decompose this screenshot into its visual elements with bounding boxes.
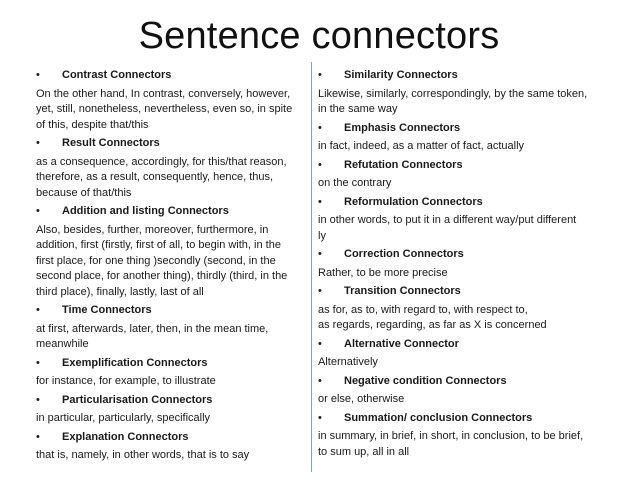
connector-section	[318, 158, 608, 192]
connector-section	[36, 430, 306, 464]
bullet-icon: •	[36, 356, 40, 369]
section-heading-label: Correction Connectors	[344, 248, 464, 260]
bullet-icon: •	[36, 430, 40, 443]
section-heading	[318, 337, 608, 353]
bullet-icon: •	[318, 248, 322, 260]
section-text: in other words, to put it in a different way/put different ly	[318, 214, 577, 242]
bullet-icon: •	[36, 69, 40, 81]
section-heading	[36, 430, 306, 446]
connector-section	[36, 393, 306, 427]
section-text: for instance, for example, to illustrate	[36, 375, 216, 387]
section-heading	[36, 393, 306, 409]
connector-section	[318, 284, 608, 334]
section-heading-label: Negative condition Connectors	[344, 374, 507, 387]
section-heading-label: Exemplification Connectors	[62, 356, 208, 369]
bullet-icon: •	[36, 205, 40, 217]
right-column	[318, 66, 608, 463]
section-heading-label: Time Connectors	[62, 304, 152, 316]
connector-section	[318, 374, 608, 408]
section-heading-label: Explanation Connectors	[62, 430, 189, 443]
bullet-icon: •	[318, 285, 322, 297]
left-column	[36, 66, 306, 467]
connector-section	[318, 247, 608, 281]
section-heading	[318, 284, 608, 300]
section-heading-label: Summation/ conclusion Connectors	[344, 411, 533, 424]
section-heading	[36, 303, 306, 319]
section-heading-label: Emphasis Connectors	[344, 121, 461, 134]
bullet-icon: •	[36, 304, 40, 316]
bullet-icon: •	[318, 121, 322, 134]
section-text: as for, as to, with regard to, with respect to, as regards, regarding, as far as X is concerned	[318, 303, 547, 331]
bullet-icon: •	[318, 337, 322, 350]
section-heading	[318, 374, 608, 390]
section-text: On the other hand, In contrast, conversely, however, yet, still, nonetheless, nevertheless, even so, in spite of this, despite that/this	[36, 87, 293, 131]
section-heading-label: Transition Connectors	[344, 285, 461, 297]
section-heading-label: Addition and listing Connectors	[62, 205, 229, 217]
section-heading-label: Contrast Connectors	[62, 69, 172, 81]
page-title: Sentence connectors	[138, 15, 500, 57]
section-text: on the contrary	[318, 177, 392, 189]
section-text: or else, otherwise	[318, 393, 405, 405]
bullet-icon: •	[36, 393, 40, 406]
section-heading	[318, 121, 608, 137]
section-heading-label: Result Connectors	[62, 137, 160, 149]
section-heading	[318, 195, 608, 211]
section-heading	[36, 136, 306, 152]
connector-section	[36, 136, 306, 201]
connector-section	[36, 204, 306, 300]
bullet-icon: •	[318, 195, 322, 208]
connector-section	[36, 356, 306, 390]
connector-section	[318, 68, 608, 118]
section-text: at first, afterwards, later, then, in the mean time, meanwhile	[36, 322, 269, 350]
connector-section	[36, 303, 306, 353]
section-text: in summary, in brief, in short, in conclusion, to be brief, to sum up, all in all	[318, 430, 584, 458]
section-heading	[318, 247, 608, 263]
section-text: Likewise, similarly, correspondingly, by the same token, in the same way	[318, 87, 588, 115]
connector-section	[318, 195, 608, 245]
section-text: that is, namely, in other words, that is to say	[36, 449, 250, 461]
column-divider	[311, 62, 312, 472]
section-text: Alternatively	[318, 356, 378, 368]
section-heading	[318, 158, 608, 174]
section-heading	[36, 204, 306, 220]
section-text: as a consequence, accordingly, for this/that reason, therefore, as a result, consequently, hence, thus, because of that/this	[36, 155, 287, 199]
section-text: in particular, particularly, specifically	[36, 412, 211, 424]
connector-section	[318, 121, 608, 155]
bullet-icon: •	[318, 158, 322, 171]
section-heading	[318, 411, 608, 427]
section-text: Rather, to be more precise	[318, 266, 448, 279]
connector-section	[318, 411, 608, 461]
section-heading-label: Alternative Connector	[344, 337, 459, 350]
bullet-icon: •	[318, 411, 322, 424]
section-text: in fact, indeed, as a matter of fact, actually	[318, 140, 525, 152]
bullet-icon: •	[36, 137, 40, 149]
section-heading-label: Reformulation Connectors	[344, 195, 483, 208]
section-text: Also, besides, further, moreover, furthermore, in addition, first (firstly, first of all, to begin with, in the first place, for one thing )secondly (second, in the second place, for another thing), thirdly (third, in the third place), finally, lastly, last of all	[36, 223, 288, 298]
section-heading	[36, 68, 306, 84]
section-heading-label: Similarity Connectors	[344, 69, 458, 81]
section-heading	[36, 356, 306, 372]
connector-section	[318, 337, 608, 371]
section-heading-label: Particularisation Connectors	[62, 393, 213, 406]
bullet-icon: •	[318, 374, 322, 387]
bullet-icon: •	[318, 69, 322, 81]
section-heading	[318, 68, 608, 84]
connector-section	[36, 68, 306, 133]
section-heading-label: Refutation Connectors	[344, 158, 463, 171]
